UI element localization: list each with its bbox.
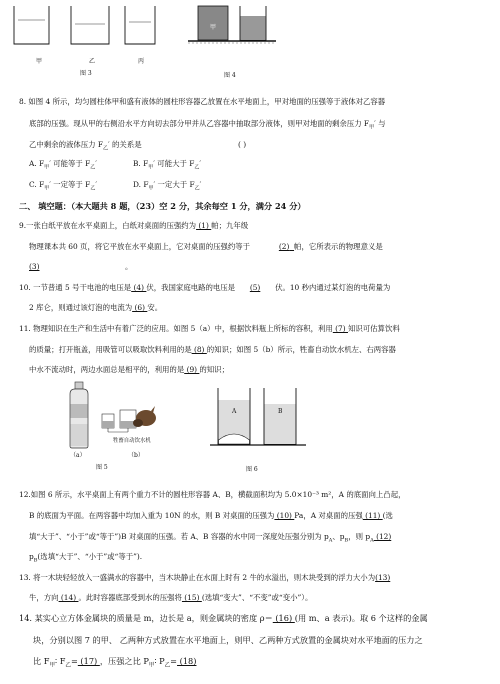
figure-6-drawing: [210, 382, 320, 457]
q13-line1: 13. 将一木块轻轻放入一盛满水的容器中，当木块静止在水面上时有 2 牛的水溢出，则木块受到的浮力大小为(13): [19, 573, 391, 582]
fig6-label-b: B: [278, 408, 283, 415]
fig3-label-jia: 甲: [36, 58, 43, 65]
q11-line3: 中水不流动时，两边水面总是相平的，利用的是 (9) 的知识；: [29, 365, 229, 374]
fig5-label-a: （a）: [70, 452, 86, 459]
blank-15: (15): [181, 593, 202, 602]
q9-line2: 物理课本共 60 页，将它平放在水平桌面上，它对桌面的压强约等于 (2) 帕，它所表示的物理意义是: [29, 242, 383, 251]
blank-8: (8): [191, 345, 207, 354]
figure-4-drawing: [180, 0, 300, 60]
figure-4: [180, 0, 300, 80]
fig3-caption: 图 3: [80, 70, 92, 77]
q10-line2: 2 库仑，则通过该灯泡的电流为 (6) 安。: [29, 303, 163, 312]
fig6-caption: 图 6: [246, 466, 258, 473]
blank-2: (2): [278, 242, 290, 251]
q8-line2: 底部的压强。现从甲的右侧沿水平方向切去部分甲并从乙容器中抽取部分液体，则甲对地面的剩余压力 $F_甲'$ 与: [29, 119, 386, 131]
q8-option-a: A. $F_甲'$ 可能等于 $F_乙'$: [29, 159, 97, 171]
blank-11: (11): [362, 511, 383, 520]
fig6-label-a: A: [232, 408, 237, 415]
blank-7: (7): [332, 324, 348, 333]
q14-line3: 比 $F_甲∶$ $F_乙= (17)$ ，压强之比 $P_甲∶$ $P_乙= (18)$: [33, 656, 197, 669]
q13-line2: 牛，方向 (14) 。此时容器底部受到水的压强将 (15) (选填“变大”、“不变”或“变小”）。: [29, 593, 313, 602]
blank-5: (5): [249, 283, 261, 292]
q12-line1: 12.如图 6 所示，水平桌面上有两个重力不计的圆柱形容器 A、B，横截面积均为 5.0×10⁻³ m²，A 的底面向上凸起，: [19, 490, 406, 499]
q9-line3: (3) 。: [29, 262, 133, 271]
q8-option-d: D. $F_甲'$ 一定大于 $F_乙'$: [133, 180, 202, 192]
figure-5-drawing: [58, 380, 178, 460]
figure-3-containers: [0, 0, 170, 60]
q8-line3: 乙中剩余的液体压力 $F_乙'$ 的关系是: [29, 140, 142, 152]
fig3-label-yi: 乙: [89, 58, 96, 65]
section-2-heading: 二、 填空题：（本大题共 8 题，（23）空 2 分，其余每空 1 分，满分 24 分）: [19, 201, 306, 211]
q8-option-c: C. $F_甲'$ 一定等于 $F_乙'$: [29, 180, 98, 192]
blank-18: (18): [177, 656, 197, 666]
q14-line1: 14. 某实心立方体金属块的质量是 m，边长是 a，则金属块的密度 ρ＝ (16) (用 m、a 表示)。取 6 个这样的金属: [19, 613, 428, 623]
q12-line4: $p_B$(选填“大于”、“小于”或“等于”).: [29, 552, 143, 564]
blank-3: (3): [29, 262, 40, 271]
blank-10: (10): [274, 511, 295, 520]
blank-14: (14): [58, 593, 79, 602]
blank-13: (13): [375, 573, 391, 582]
figure-3: [0, 0, 170, 80]
blank-17: (17): [77, 656, 100, 666]
q10-line1: 10. 一节普通 5 号干电池的电压是 (4) 伏，我国家庭电路的电压是 (5) 伏。10 秒内通过某灯泡的电荷量为: [19, 283, 391, 292]
q11-line2: 的质量；打开瓶盖，用吸管可以吸取饮料利用的是 (8) 的知识；如图 5（b）所示，牲畜自动饮水机左、右两容器: [29, 345, 396, 354]
fig5-machine-label: 牲畜自动饮水机: [113, 438, 151, 444]
q12-line2: B 的底面为平面。在两容器中均加入重为 10N 的水，则 B 对桌面的压强为 (10) Pa，A 对桌面的压强 (11) (选: [29, 511, 393, 520]
q8-line1: 8. 如图 4 所示，均匀圆柱体甲和盛有液体的圆柱形容器乙放置在水平地面上，甲对地面的压强等于液体对乙容器: [19, 97, 386, 106]
fig4-block-label: 甲: [210, 24, 217, 31]
figure-5: [58, 380, 178, 475]
fig5-label-b: （b）: [128, 452, 144, 459]
q8-option-b: B. $F_甲'$ 可能大于 $F_乙'$: [133, 159, 202, 171]
fig3-label-bing: 丙: [138, 58, 145, 65]
fig4-caption: 图 4: [224, 72, 236, 79]
figure-6: [210, 382, 320, 477]
q11-line1: 11. 物理知识在生产和生活中有着广泛的应用。如图 5（a）中，根据饮料瓶上所标的容积，利用 (7) 知识可估算饮料: [19, 324, 400, 333]
blank-12: (12): [373, 532, 392, 541]
blank-16: (16): [272, 613, 295, 623]
fig5-caption: 图 5: [96, 464, 108, 471]
q12-line3: 填“大于”、“小于”或“等于”)B 对桌面的压强。若 A、B 容器的水中同一深度处压强分别为 $p_A$、$p_B$，则 $p_A$ (12): [29, 532, 392, 544]
blank-6: (6): [132, 303, 148, 312]
blank-4: (4): [131, 283, 147, 292]
blank-1: (1): [196, 221, 212, 230]
blank-9: (9): [184, 365, 200, 374]
q9-line1: 9.一张白纸平放在水平桌面上，白纸对桌面的压强约为 (1) 帕；九年级: [19, 221, 249, 230]
q8-answer-bracket: ( ): [238, 140, 247, 149]
q14-line2: 块，分别以图 7 的甲、 乙两种方式放置在水平地面上，则甲、乙两种方式放置的金属块对水平地面的压力之: [33, 635, 423, 645]
